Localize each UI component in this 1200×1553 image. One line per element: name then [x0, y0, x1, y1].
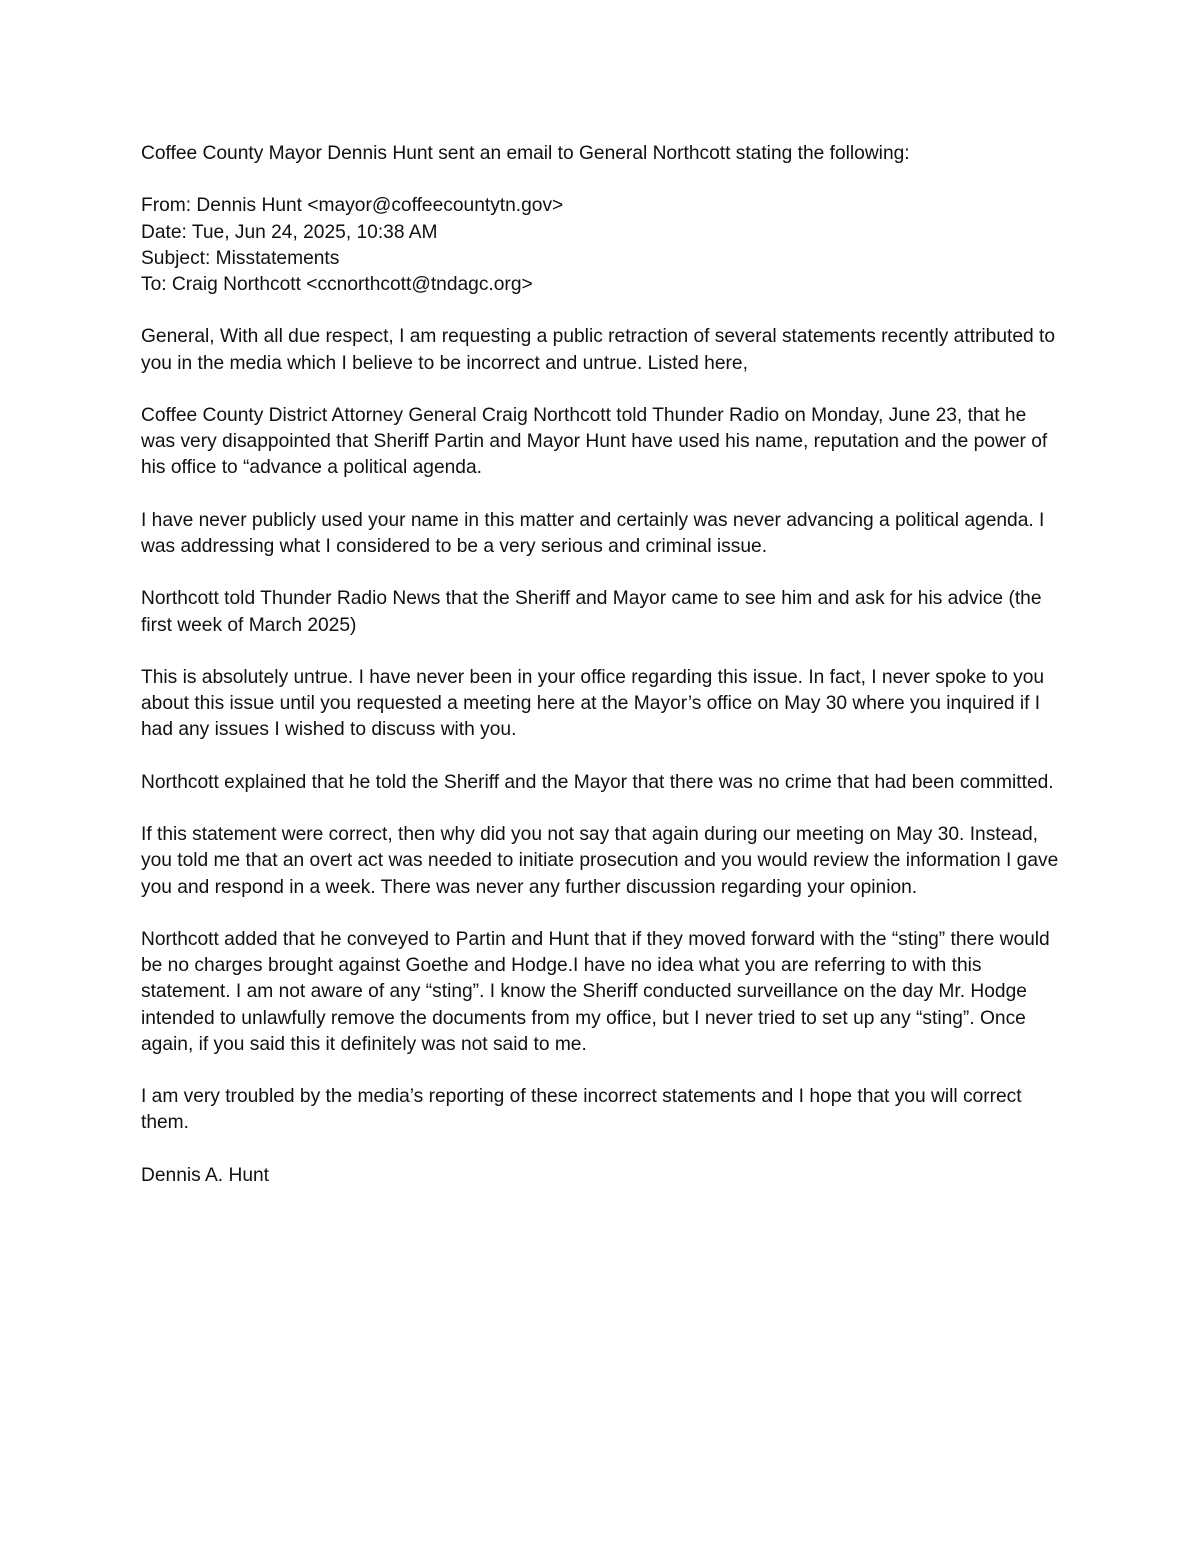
body-paragraph: General, With all due respect, I am requesting a public retraction of several statements recently attributed to you in the media which I believe to be incorrect and untrue. Listed here, — [141, 326, 1055, 374]
document-body — [141, 141, 1061, 1189]
email-to-line: To: Craig Northcott <ccnorthcott@tndagc.org> — [141, 274, 533, 295]
email-from-line: From: Dennis Hunt <mayor@coffeecountytn.gov> — [141, 195, 564, 217]
body-paragraph: Northcott explained that he told the Sheriff and the Mayor that there was no crime that had been committed. — [141, 771, 1054, 793]
body-paragraph: Coffee County District Attorney General Craig Northcott told Thunder Radio on Monday, June 23, that he was very disappointed that Sheriff Partin and Mayor Hunt have used his name, reputation and the power of his office to “advance a political agenda. — [141, 404, 1048, 479]
body-paragraph: I have never publicly used your name in this matter and certainly was never advancing a political agenda. I was addressing what I considered to be a very serious and criminal issue. — [141, 509, 1045, 557]
body-paragraph: This is absolutely untrue. I have never been in your office regarding this issue. In fact, I never spoke to you about this issue until you requested a meeting here at the Mayor’s office on May 30 where you inquired if I had any issues I wished to discuss with you. — [141, 666, 1045, 741]
body-paragraph: I am very troubled by the media’s reporting of these incorrect statements and I hope that you will correct them. — [141, 1086, 1022, 1134]
email-header — [141, 193, 1061, 298]
body-paragraph: Northcott told Thunder Radio News that the Sheriff and Mayor came to see him and ask for his advice (the first week of March 2025) — [141, 588, 1042, 636]
signature: Dennis A. Hunt — [141, 1164, 269, 1186]
email-subject-line: Subject: Misstatements — [141, 247, 340, 269]
body-paragraph: If this statement were correct, then why did you not say that again during our meeting on May 30. Instead, you told me that an overt act was needed to initiate prosecution and you would review the information I gave you and respond in a week. There was never any further discussion regarding your opinion. — [141, 824, 1059, 898]
email-date-line: Date: Tue, Jun 24, 2025, 10:38 AM — [141, 221, 438, 243]
intro-paragraph: Coffee County Mayor Dennis Hunt sent an email to General Northcott stating the following: — [141, 143, 910, 164]
body-paragraph: Northcott added that he conveyed to Partin and Hunt that if they moved forward with the “sting” there would be no charges brought against Goethe and Hodge.I have no idea what you are referring to with this statement. I am not aware of any “sting”. I know the Sheriff conducted surveillance on the day Mr. Hodge intended to unlawfully remove the documents from my office, but I never tried to set up any “sting”. Once again, if you said this it definitely was not said to me. — [141, 928, 1050, 1055]
